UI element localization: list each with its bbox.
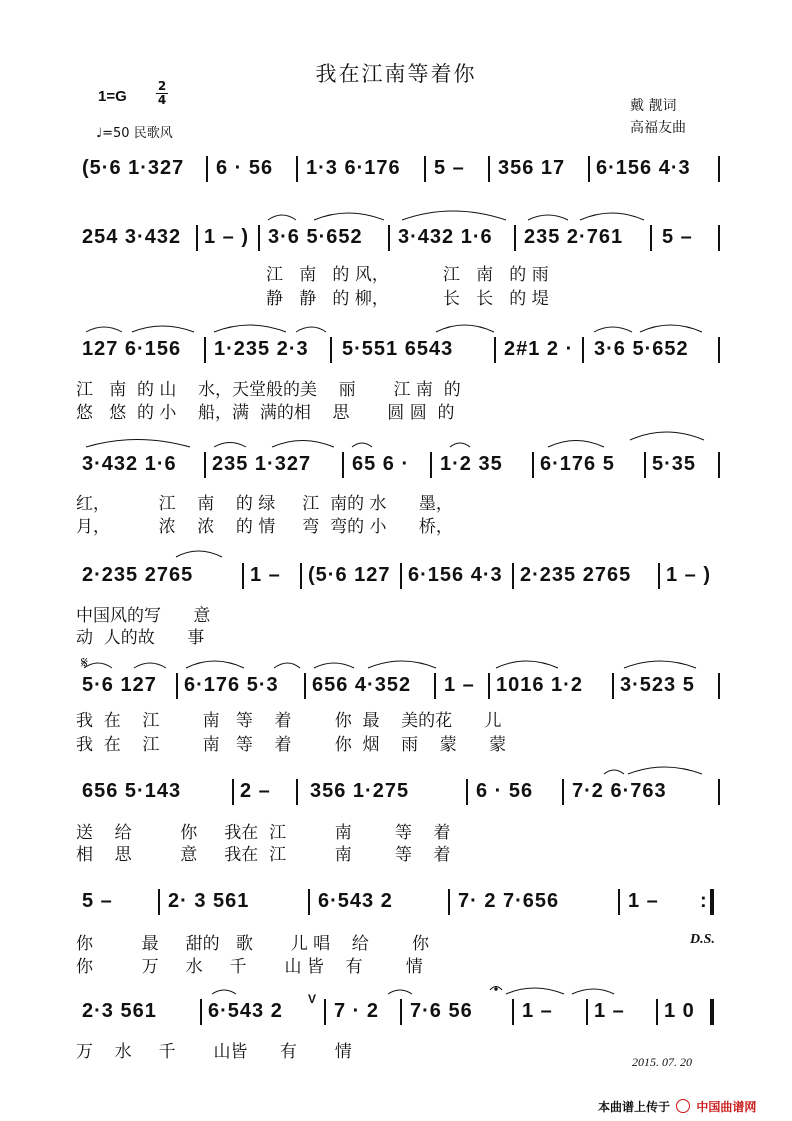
measure: 5·6 127 bbox=[82, 674, 157, 696]
slur bbox=[594, 327, 632, 332]
barline bbox=[424, 156, 426, 182]
measure: 2· 3 561 bbox=[168, 890, 250, 912]
measure: 1 – bbox=[522, 1000, 553, 1022]
measure: 1 – ) bbox=[666, 564, 712, 586]
music-system-3 bbox=[82, 337, 722, 361]
slur bbox=[296, 327, 326, 332]
measure: 1 – bbox=[250, 564, 281, 586]
measure: 1·2 35 bbox=[440, 453, 503, 475]
slur bbox=[274, 663, 300, 668]
measure: 1 0 bbox=[664, 1000, 695, 1022]
measure: 1 – ) bbox=[204, 226, 250, 248]
barline bbox=[232, 779, 234, 805]
slur bbox=[214, 325, 286, 332]
barline bbox=[434, 673, 436, 699]
barline bbox=[176, 673, 178, 699]
slur bbox=[132, 326, 194, 332]
measure: 2 – bbox=[240, 780, 271, 802]
barline bbox=[488, 156, 490, 182]
slur bbox=[528, 215, 568, 220]
measure: 7· 2 7·656 bbox=[458, 890, 560, 912]
lyrics-verse-1: 中国风的写 意 bbox=[76, 606, 211, 626]
slur bbox=[496, 661, 558, 668]
song-title: 我在江南等着你 bbox=[315, 62, 477, 86]
slur bbox=[86, 440, 190, 448]
lyrics-verse-1: 送 给 你 我在 江 南 等 着 bbox=[76, 823, 451, 843]
music-system-5 bbox=[82, 563, 722, 587]
measure: (5·6 127 bbox=[308, 564, 391, 586]
measure: 5 – bbox=[434, 157, 465, 179]
barline bbox=[400, 999, 402, 1025]
barline bbox=[430, 452, 432, 478]
measure: 235 2·761 bbox=[524, 226, 624, 248]
barline bbox=[512, 999, 514, 1025]
slur bbox=[84, 663, 112, 668]
slur bbox=[548, 441, 604, 448]
measure: 6·156 4·3 bbox=[596, 157, 691, 179]
barline bbox=[296, 156, 298, 182]
barline bbox=[204, 452, 206, 478]
measure: (5·6 1·327 bbox=[82, 157, 185, 179]
slur bbox=[402, 211, 506, 220]
lyrics-verse-1: 你 最 甜的 歌 儿 唱 给 你 bbox=[76, 934, 429, 954]
barline bbox=[494, 337, 496, 363]
music-system-6 bbox=[82, 673, 722, 697]
lyrics-verse-1: 红， 江 南 的 绿 江 南的 水 墨， bbox=[76, 494, 453, 514]
barline bbox=[242, 563, 244, 589]
slur bbox=[272, 441, 334, 448]
measure: 6·543 2 bbox=[318, 890, 393, 912]
slur bbox=[572, 989, 614, 994]
barline bbox=[324, 999, 326, 1025]
measure: 356 1·275 bbox=[310, 780, 410, 802]
slur bbox=[314, 663, 354, 668]
slur bbox=[86, 327, 122, 332]
slur bbox=[628, 767, 702, 774]
barline bbox=[448, 889, 450, 915]
lyrics-verse-1: 万 水 千 山皆 有 情 bbox=[76, 1042, 352, 1062]
time-signature bbox=[156, 80, 168, 107]
segno-sign: 𝄋 bbox=[81, 653, 88, 672]
barline bbox=[718, 156, 720, 182]
barline bbox=[718, 779, 720, 805]
measure: 6·176 5·3 bbox=[184, 674, 279, 696]
slur bbox=[640, 325, 702, 332]
measure: 1·235 2·3 bbox=[214, 338, 309, 360]
time-signature-top: 2 bbox=[157, 79, 167, 93]
measure: 1 – bbox=[628, 890, 659, 912]
lyrics-verse-2: 相 思 意 我在 江 南 等 着 bbox=[76, 845, 451, 865]
measure: 6·176 5 bbox=[540, 453, 615, 475]
measure: 1 – bbox=[444, 674, 475, 696]
music-system-8 bbox=[82, 889, 722, 913]
measure: 6·543 2 bbox=[208, 1000, 283, 1022]
music-system-7 bbox=[82, 779, 722, 803]
slur bbox=[268, 215, 296, 220]
music-system-1 bbox=[82, 156, 722, 180]
measure: 127 6·156 bbox=[82, 338, 182, 360]
repeat-dots: : bbox=[700, 890, 708, 912]
slur bbox=[624, 661, 696, 668]
slur bbox=[176, 551, 222, 557]
measure: 1016 1·2 bbox=[496, 674, 583, 696]
slur bbox=[214, 443, 246, 448]
barline bbox=[308, 889, 310, 915]
barline bbox=[342, 452, 344, 478]
barline bbox=[612, 673, 614, 699]
measure: 5·551 6543 bbox=[342, 338, 454, 360]
measure: 235 1·327 bbox=[212, 453, 312, 475]
measure: 6 · 56 bbox=[476, 780, 534, 802]
dal-segno-marking: D.S. bbox=[690, 932, 715, 947]
barline bbox=[158, 889, 160, 915]
measure: 7·6 56 bbox=[410, 1000, 473, 1022]
repeat-barline bbox=[710, 889, 714, 915]
music-system-4 bbox=[82, 452, 722, 476]
measure: 2#1 2 · bbox=[504, 338, 574, 360]
fermata bbox=[490, 987, 502, 991]
barline bbox=[204, 337, 206, 363]
measure: 3·523 5 bbox=[620, 674, 695, 696]
composer-credit: 高福友曲 bbox=[630, 120, 686, 136]
lyrics-verse-2: 动 人的故 事 bbox=[76, 628, 205, 648]
barline bbox=[718, 452, 720, 478]
key-signature: 1=G bbox=[98, 88, 127, 105]
barline bbox=[582, 337, 584, 363]
barline bbox=[300, 563, 302, 589]
measure: 1·3 6·176 bbox=[306, 157, 401, 179]
measure: 3·432 1·6 bbox=[398, 226, 493, 248]
measure: 5·35 bbox=[652, 453, 697, 475]
barline bbox=[512, 563, 514, 589]
barline bbox=[586, 999, 588, 1025]
barline bbox=[650, 225, 652, 251]
slur bbox=[630, 432, 704, 440]
slur bbox=[186, 661, 244, 668]
barline bbox=[296, 779, 298, 805]
slur bbox=[604, 770, 624, 774]
barline bbox=[466, 779, 468, 805]
lyrics-verse-2: 我 在 江 南 等 着 你 烟 雨 蒙 蒙 bbox=[76, 735, 507, 755]
upload-footer bbox=[598, 1098, 756, 1115]
measure: 356 17 bbox=[498, 157, 566, 179]
lyrics-verse-2: 悠 悠 的 小 船，满 满的相 思 圆 圆 的 bbox=[76, 403, 455, 423]
measure: 6 · 56 bbox=[216, 157, 274, 179]
slur bbox=[212, 990, 236, 994]
measure: 3·432 1·6 bbox=[82, 453, 177, 475]
measure: 656 4·352 bbox=[312, 674, 412, 696]
barline bbox=[718, 225, 720, 251]
measure: 2·235 2765 bbox=[82, 564, 194, 586]
measure: 7·2 6·763 bbox=[572, 780, 667, 802]
barline bbox=[206, 156, 208, 182]
tempo-marking: ♩=50 民歌风 bbox=[96, 126, 173, 141]
slur bbox=[506, 988, 564, 994]
measure: 2·235 2765 bbox=[520, 564, 632, 586]
lyrics-verse-2: 月， 浓 浓 的 情 弯 弯的 小 桥， bbox=[76, 517, 453, 537]
barline bbox=[330, 337, 332, 363]
slur bbox=[352, 443, 372, 447]
barline bbox=[656, 999, 658, 1025]
date-stamp: 2015. 07. 20 bbox=[632, 1055, 692, 1069]
final-barline bbox=[710, 999, 714, 1025]
barline bbox=[718, 673, 720, 699]
barline bbox=[562, 779, 564, 805]
measure: 3·6 5·652 bbox=[594, 338, 689, 360]
lyrics-verse-2: 你 万 水 千 山 皆 有 情 bbox=[76, 957, 423, 977]
footer-brand: 中国曲谱网 bbox=[696, 1100, 757, 1114]
slur bbox=[314, 213, 384, 220]
measure: 5 – bbox=[82, 890, 113, 912]
measure: 5 – bbox=[662, 226, 693, 248]
slur bbox=[450, 443, 470, 447]
time-signature-bottom: 4 bbox=[157, 93, 167, 107]
barline bbox=[400, 563, 402, 589]
barline bbox=[658, 563, 660, 589]
barline bbox=[644, 452, 646, 478]
lyrics-verse-1: 我 在 江 南 等 着 你 最 美的花 儿 bbox=[76, 711, 502, 731]
barline bbox=[532, 452, 534, 478]
breath-mark: V bbox=[308, 992, 318, 1006]
barline bbox=[618, 889, 620, 915]
measure: 2·3 561 bbox=[82, 1000, 157, 1022]
measure: 7 · 2 bbox=[334, 1000, 380, 1022]
footer-prefix: 本曲谱上传于 bbox=[598, 1100, 671, 1114]
measure: 3·6 5·652 bbox=[268, 226, 363, 248]
slur bbox=[436, 325, 494, 332]
barline bbox=[514, 225, 516, 251]
measure: 65 6 · bbox=[352, 453, 410, 475]
measure: 656 5·143 bbox=[82, 780, 182, 802]
lyricist-credit: 戴 靓词 bbox=[630, 98, 677, 114]
site-logo-icon bbox=[676, 1099, 690, 1113]
slur bbox=[580, 213, 644, 220]
measure: 1 – bbox=[594, 1000, 625, 1022]
barline bbox=[488, 673, 490, 699]
music-system-9 bbox=[82, 992, 722, 1023]
slur bbox=[368, 661, 436, 668]
lyrics-verse-1: 江 南 的 山 水，天堂般的美 丽 江 南 的 bbox=[76, 380, 461, 400]
slur bbox=[134, 663, 166, 668]
barline bbox=[258, 225, 260, 251]
measure: 6·156 4·3 bbox=[408, 564, 503, 586]
barline bbox=[196, 225, 198, 251]
barline bbox=[200, 999, 202, 1025]
lyrics-verse-1: 江 南 的 风， 江 南 的 雨 bbox=[266, 265, 549, 285]
barline bbox=[588, 156, 590, 182]
barline bbox=[388, 225, 390, 251]
slur bbox=[388, 990, 412, 994]
lyrics-verse-2: 静 静 的 柳， 长 长 的 堤 bbox=[266, 289, 549, 309]
barline bbox=[718, 337, 720, 363]
barline bbox=[304, 673, 306, 699]
music-system-2 bbox=[82, 225, 722, 249]
measure: 254 3·432 bbox=[82, 226, 182, 248]
